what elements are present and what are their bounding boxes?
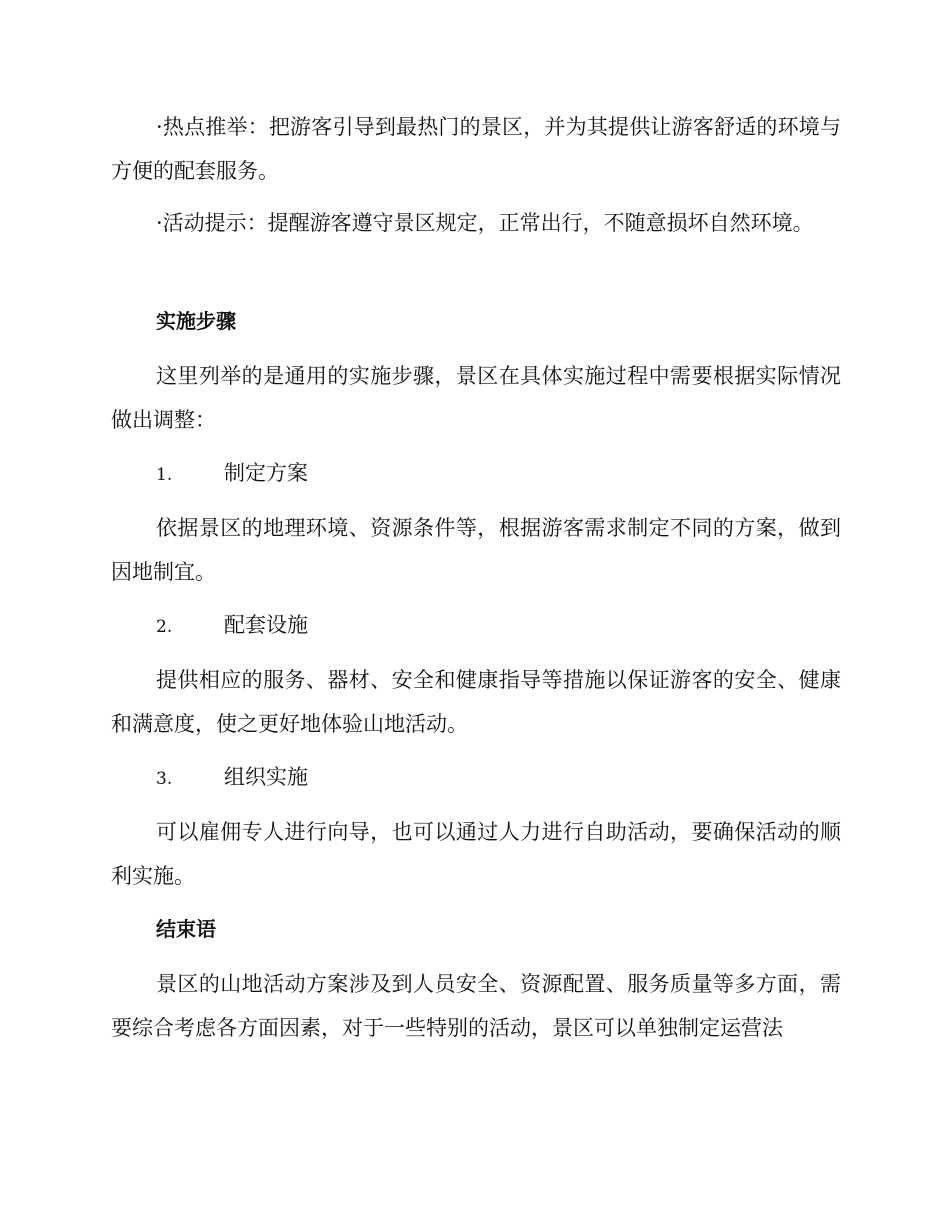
step-3-body: 可以雇佣专人进行向导，也可以通过人力进行自助活动，要确保活动的顺利实施。 [111,820,841,888]
step-1-number: 1. [156,465,173,485]
steps-intro-paragraph: 这里列举的是通用的实施步骤，景区在具体实施过程中需要根据实际情况做出调整： [111,364,841,432]
bullet-activity-reminder: ·活动提示：提醒游客遵守景区规定，正常出行，不随意损坏自然环境。 [156,211,814,235]
bullet-hot-recommendation: ·热点推举：把游客引导到最热门的景区，并为其提供让游客舒适的环境与方便的配套服务。 [111,115,841,183]
step-2-body: 提供相应的服务、器材、安全和健康指导等措施以保证游客的安全、健康和满意度，使之更好地体验山地活动。 [111,668,841,736]
step-3-number: 3. [156,769,173,789]
step-3-heading [156,755,756,801]
step-2-heading [156,603,756,649]
section-heading-conclusion: 结束语 [156,917,216,941]
step-1-heading [156,451,756,497]
step-1-title: 制定方案 [224,461,308,485]
step-3-title: 组织实施 [224,765,308,789]
conclusion-paragraph: 景区的山地活动方案涉及到人员安全、资源配置、服务质量等多方面，需要综合考虑各方面因素，对于一些特别的活动，景区可以单独制定运营法 [111,972,841,1040]
step-1-body: 依据景区的地理环境、资源条件等，根据游客需求制定不同的方案，做到因地制宜。 [111,516,841,584]
section-heading-steps: 实施步骤 [156,309,236,333]
step-2-title: 配套设施 [224,613,308,637]
step-2-number: 2. [156,617,173,637]
